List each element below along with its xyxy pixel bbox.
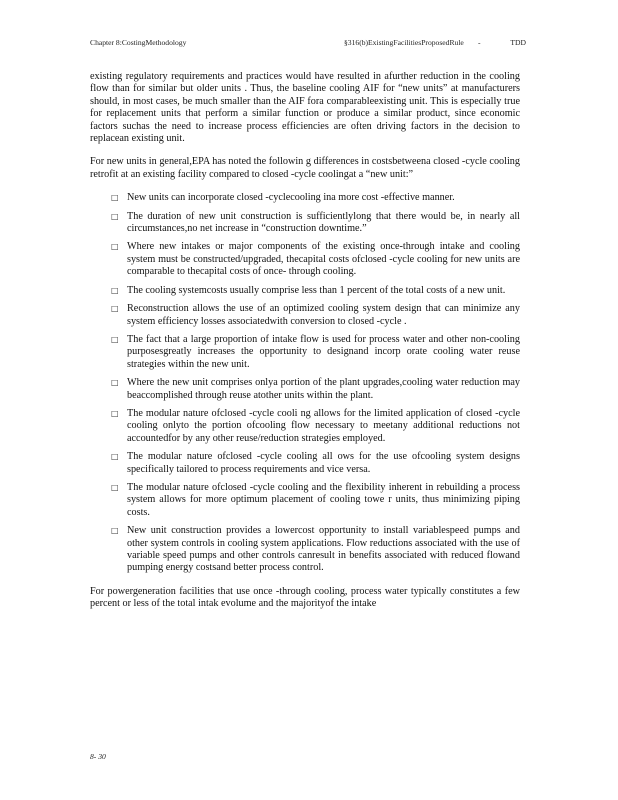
list-item-text: Where new intakes or major components of the existing once-through intake and cooling system must be constructed/upgraded, thecapital costs ofclosed -cycle cooling for new units are comparable to thecapital costs of once- through cooling.: [127, 241, 520, 278]
list-item: [90, 377, 520, 402]
list-item-text: Where the new unit comprises onlya portion of the plant upgrades,cooling water reduction may beaccomplished through reuse atother units within the plant.: [127, 377, 520, 401]
header-rule-title: §316(b)ExistingFacilitiesProposedRule: [344, 38, 464, 47]
bullet-glyph: □: [111, 408, 119, 418]
list-item-text: The duration of new unit construction is sufficientlylong that there would be, in nearly all circumstances,no net increase in “construction downtime.”: [127, 210, 520, 235]
bullet-glyph: □: [111, 304, 119, 314]
list-item-text: The modular nature ofclosed -cycle cooling and the flexibility inherent in rebuilding a process system allows for more optimum placement of cooling towe r units, thus minimizing piping costs.: [127, 481, 520, 518]
list-item: [90, 451, 520, 476]
list-item-text: New units can incorporate closed -cyclecooling ina more cost -effective manner.: [127, 192, 455, 204]
header-separator: -: [478, 38, 481, 47]
header-document-id: TDD: [510, 38, 526, 47]
list-item-text: New unit construction provides a lowercost opportunity to install variablespeed pumps and other system controls in cooling system applications. Flow reductions associated with the use of variable speed pumps and other controls canresult in benefits associated with reduced flowand pumping energy costsand better process control.: [127, 525, 520, 574]
list-item-text: The fact that a large proportion of intake flow is used for process water and other non-cooling purposesgreatly increases the opportunity to designand incorp orate cooling water reuse strategies within the new unit.: [127, 333, 520, 370]
bullet-glyph: □: [111, 334, 119, 344]
list-item-text: The cooling systemcosts usually comprise less than 1 percent of the total costs of a new unit.: [127, 284, 506, 296]
list-item: [90, 241, 520, 278]
list-item: [90, 192, 520, 204]
bullet-glyph: □: [111, 285, 119, 295]
list-item: [90, 334, 520, 371]
page-number: 8- 30: [90, 752, 106, 761]
list-item: [90, 408, 520, 445]
list-item: [90, 525, 520, 575]
list-item-text: The modular nature ofclosed -cycle cooli ng allows for the limited application of closed -cycle cooling onlyto the portion ofcooling flow necessary to meetany additional reductions not accountedfor by any other reuse/reduction strategies employed.: [127, 407, 520, 444]
paragraph-existing-requirements: existing regulatory requirements and practices would have resulted in afurther reduction in the cooling flow than for similar but older units . Thus, the baseline cooling AIF for “new units” at manufacturers should, in most cases, be much smaller than the AIF fora comparableexisting unit. This is especially true for replacement units that perform a similar function or produce a similar product, since economic factors suchas the need to increase process efficiencies are often driving factors in the decision to replacean existing unit.: [90, 71, 520, 145]
page-header: [90, 37, 526, 49]
list-item: [90, 285, 520, 297]
bullet-glyph: □: [111, 526, 119, 536]
paragraph-power-generation: For powergeneration facilities that use once -through cooling, process water typically constitutes a few percent or less of the total intak evolume and the majorityof the intake: [90, 585, 520, 610]
list-item: [90, 482, 520, 519]
bullet-glyph: □: [111, 193, 119, 203]
list-item-text: Reconstruction allows the use of an optimized cooling system design that can minimize any system efficiency losses associatedwith conversion to closed -cycle .: [127, 303, 520, 327]
bullet-glyph: □: [111, 482, 119, 492]
paragraph-new-units-intro: For new units in general,EPA has noted the followin g differences in costsbetweena closed -cycle cooling retrofit at an existing facility compared to closed -cycle coolingat a “new unit:”: [90, 156, 520, 180]
document-body: [90, 71, 520, 622]
differences-list: [90, 192, 520, 575]
bullet-glyph: □: [111, 452, 119, 462]
bullet-glyph: □: [111, 378, 119, 388]
list-item-text: The modular nature ofclosed -cycle cooling all ows for the use ofcooling system designs specifically tailored to process requirements and vice versa.: [127, 451, 520, 475]
header-chapter: Chapter 8:CostingMethodology: [90, 38, 187, 47]
bullet-glyph: □: [111, 211, 119, 221]
list-item: [90, 211, 520, 236]
bullet-glyph: □: [111, 242, 119, 252]
list-item: [90, 303, 520, 328]
